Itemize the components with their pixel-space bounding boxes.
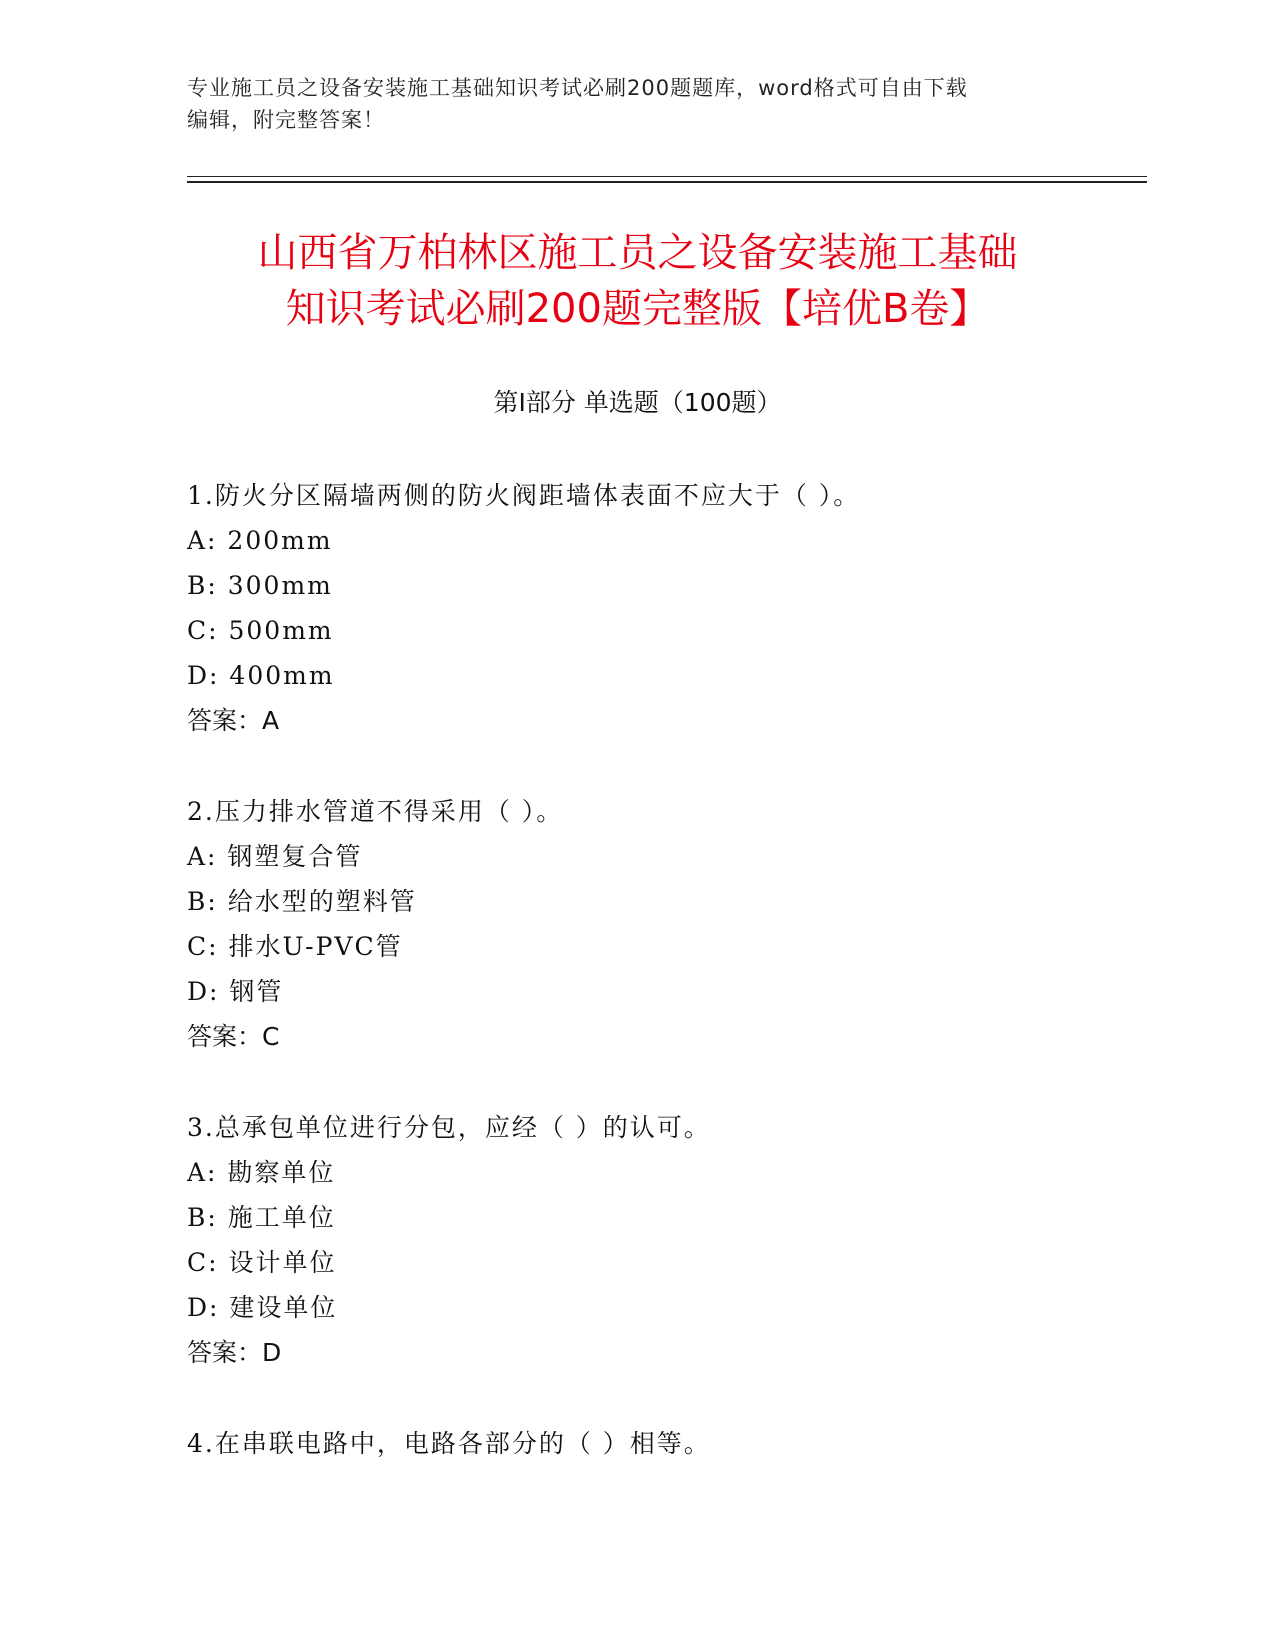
question-stem: 1.防火分区隔墙两侧的防火阀距墙体表面不应大于（ ）。 xyxy=(187,481,861,510)
document-title-line-1: 山西省万柏林区施工员之设备安装施工基础 xyxy=(257,230,1018,276)
option-c: C: 排水U-PVC管 xyxy=(187,932,403,961)
question-4 xyxy=(187,1421,1147,1466)
document-title xyxy=(150,225,1125,337)
option-d: D: 建设单位 xyxy=(187,1293,338,1322)
option-d: D: 400mm xyxy=(187,661,335,690)
question-3 xyxy=(187,1105,1147,1375)
answer: 答案：A xyxy=(187,706,280,735)
option-b: B: 给水型的塑料管 xyxy=(187,887,417,916)
question-stem: 3.总承包单位进行分包，应经（ ）的认可。 xyxy=(187,1113,711,1142)
document-title-line-2: 知识考试必刷200题完整版【培优B卷】 xyxy=(285,286,990,332)
option-a: A: 钢塑复合管 xyxy=(187,842,363,871)
option-b: B: 300mm xyxy=(187,571,333,600)
option-c: C: 设计单位 xyxy=(187,1248,337,1277)
option-d: D: 钢管 xyxy=(187,977,284,1006)
option-a: A: 勘察单位 xyxy=(187,1158,336,1187)
header-note-line-1: 专业施工员之设备安装施工基础知识考试必刷200题题库，word格式可自由下载 xyxy=(187,76,968,100)
answer: 答案：D xyxy=(187,1338,282,1367)
option-a: A: 200mm xyxy=(187,526,333,555)
question-2 xyxy=(187,789,1147,1059)
answer: 答案：C xyxy=(187,1022,280,1051)
question-stem: 4.在串联电路中，电路各部分的（ ）相等。 xyxy=(187,1429,711,1458)
header-divider-thick xyxy=(187,181,1147,183)
option-c: C: 500mm xyxy=(187,616,334,645)
header-note xyxy=(187,72,1087,136)
section-title: 第Ⅰ部分 单选题（100题） xyxy=(493,388,782,417)
option-b: B: 施工单位 xyxy=(187,1203,336,1232)
question-stem: 2.压力排水管道不得采用（ ）。 xyxy=(187,797,564,826)
question-1 xyxy=(187,473,1147,743)
question-list xyxy=(187,473,1147,1512)
header-note-line-2: 编辑，附完整答案！ xyxy=(187,108,385,132)
header-divider-thin xyxy=(187,176,1147,177)
